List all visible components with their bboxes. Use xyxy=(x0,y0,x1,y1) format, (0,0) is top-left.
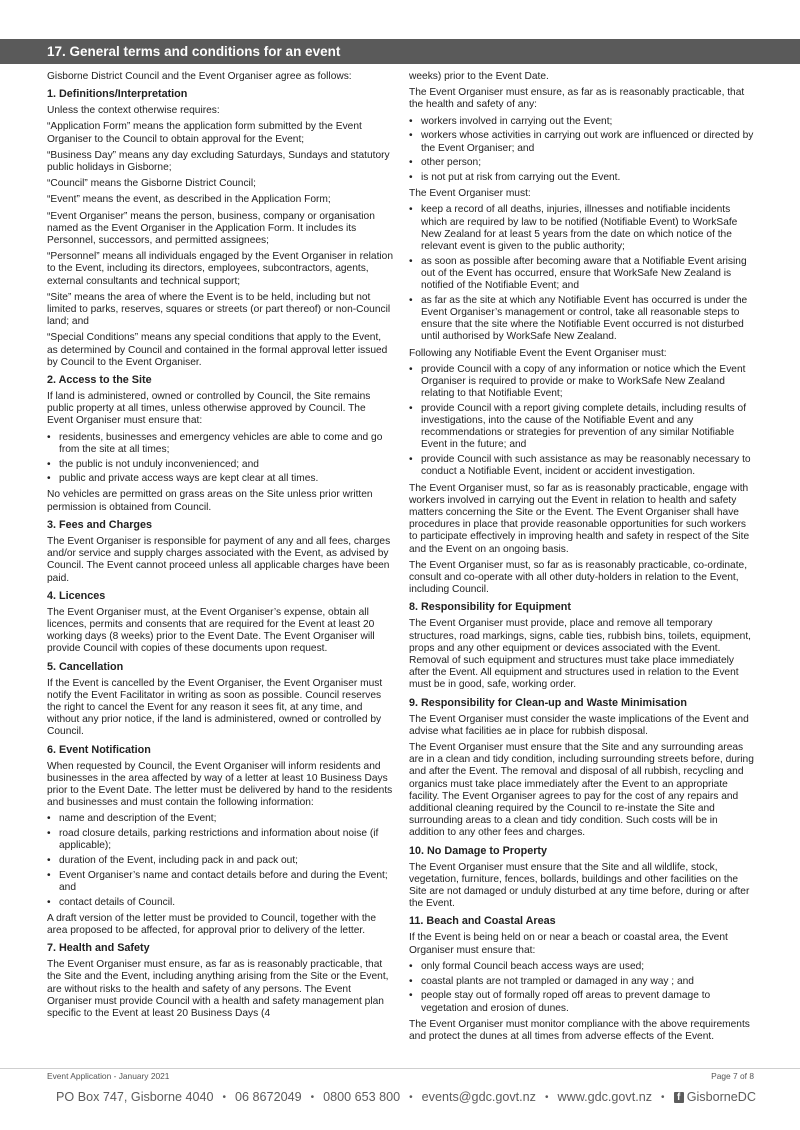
health-safety-list-3 xyxy=(409,364,756,479)
access-vehicles-text: No vehicles are permitted on grass areas on the Site unless prior written permission is obtained from Council. xyxy=(47,489,373,513)
equipment-text: The Event Organiser must provide, place and remove all temporary structures, road markings, signs, cable ties, rubbish bins, toilets, equipment, props and any other equipment or devices associated with the Event. Removal of such equipment and structures must take place immediately after the Event. All equipment and structures used in relation to the Event must be in good, safe, working order. xyxy=(409,618,752,691)
postal-address: PO Box 747, Gisborne 4040 xyxy=(56,1090,214,1104)
page-number: Page 7 of 8 xyxy=(711,1071,754,1081)
beach-text: If the Event is being held on or near a beach or coastal area, the Event Organiser must ensure that: xyxy=(409,932,728,956)
separator-dot: • xyxy=(310,1091,315,1103)
licences-text: The Event Organiser must, at the Event Organiser’s expense, obtain all licences, permits and consents that are required for the Event at least 20 working days (8 weeks) prior to the Event Date. The Event Organiser will provide Council with copies of these documents upon request. xyxy=(47,606,375,655)
no-damage-text: The Event Organiser must ensure that the Site and all wildlife, stock, vegetation, furniture, fences, bollards, buildings and other facilities on the Site are not damaged or unduly disturbed at any time before, during or after the Event. xyxy=(409,861,750,910)
definition-special-conditions: “Special Conditions” means any special conditions that apply to the Event, as determined by Council and contained in the formal approval letter issued by Council to the Event Organiser. xyxy=(47,332,388,368)
health-safety-list-2 xyxy=(409,204,756,343)
list-item: • workers involved in carrying out the Event; xyxy=(409,116,756,128)
heading-beach: 11. Beach and Coastal Areas xyxy=(409,915,556,928)
cleanup-text-1: The Event Organiser must consider the waste implications of the Event and advise what facilities ae in place for rubbish disposal. xyxy=(409,713,749,737)
list-item: • other person; xyxy=(409,157,756,169)
phone-number: 06 8672049 xyxy=(235,1090,302,1104)
list-item: • is not put at risk from carrying out the Event. xyxy=(409,172,756,184)
document-reference: Event Application - January 2021 xyxy=(47,1071,170,1081)
list-item: • residents, businesses and emergency vehicles are able to come and go from the site at all times; xyxy=(47,432,393,456)
definition-business-day: “Business Day” means any day excluding Saturdays, Sundays and statutory public holidays in Gisborne; xyxy=(47,149,390,174)
definition-application-form: “Application Form” means the application form submitted by the Event Organiser to the Council to obtain approval for the Event; xyxy=(47,121,362,145)
health-safety-list-1 xyxy=(409,116,756,185)
right-column xyxy=(409,71,756,1047)
intro-text: Gisborne District Council and the Event Organiser agree as follows: xyxy=(47,71,352,82)
definitions-lead: Unless the context otherwise requires: xyxy=(47,105,220,117)
website-link[interactable]: www.gdc.govt.nz xyxy=(557,1090,652,1104)
section-title: 17. General terms and conditions for an event xyxy=(47,44,341,59)
list-item: • name and description of the Event; xyxy=(47,813,393,825)
list-item: • duration of the Event, including pack in and pack out; xyxy=(47,855,393,867)
list-item: • as soon as possible after becoming aware that a Notifiable Event arising out of the Event has occurred, ensure that WorkSafe New Zealand is notified of the Notifiable Event; and xyxy=(409,256,756,293)
heading-cleanup: 9. Responsibility for Clean-up and Waste Minimisation xyxy=(409,696,687,709)
health-safety-must-text: The Event Organiser must: xyxy=(409,188,531,200)
list-item: • road closure details, parking restrictions and information about noise (if applicable); xyxy=(47,828,393,852)
coordinate-text: The Event Organiser must, so far as is reasonably practicable, co-ordinate, consult and co-operate with all other duty-holders in relation to the Event, including Council. xyxy=(409,559,748,596)
heading-definitions: 1. Definitions/Interpretation xyxy=(47,88,188,101)
heading-fees: 3. Fees and Charges xyxy=(47,518,153,531)
list-item: • the public is not unduly inconvenienced; and xyxy=(47,459,393,471)
health-safety-text: The Event Organiser must ensure, as far as is reasonably practicable, that the Site and the Event, including anything arising from the Site or the Event, are without risks to the health and safety of any persons. The Event Organiser must provide Council with a health and safety management plan specific to the Event at least 20 Business Days (4 xyxy=(47,959,389,1019)
heading-access: 2. Access to the Site xyxy=(47,374,152,387)
definition-personnel: “Personnel” means all individuals engaged by the Event Organiser in relation to the Event, including its directors, employees, subcontractors, agents, external consultants and technical support; xyxy=(47,251,394,287)
notifiable-event-text: Following any Notifiable Event the Event Organiser must: xyxy=(409,347,667,359)
heading-health-safety: 7. Health and Safety xyxy=(47,942,150,955)
separator-dot: • xyxy=(409,1091,413,1103)
access-list xyxy=(47,432,393,486)
health-safety-ensure-text: The Event Organiser must ensure, as far as is reasonably practicable, that the health and safety of any: xyxy=(409,87,745,111)
engage-workers-text: The Event Organiser must, so far as is reasonably practicable, engage with workers involved in carrying out the Event in relation to health and safety matters concerning the Site or the Event. The Event Organiser shall have procedures in place that provide reasonable opportunities for such workers to participate effectively in improving health and safety in respect of the Site and the Event on an ongoing basis. xyxy=(409,482,750,555)
heading-equipment: 8. Responsibility for Equipment xyxy=(409,601,571,614)
notification-draft-text: A draft version of the letter must be provided to Council, together with the area proposed to be affected, for approval prior to delivery of the letter. xyxy=(47,912,377,936)
separator-dot: • xyxy=(222,1091,227,1103)
list-item: • Event Organiser’s name and contact details before and during the Event; and xyxy=(47,870,393,894)
definition-council: “Council” means the Gisborne District Council; xyxy=(47,178,256,190)
list-item: • provide Council with such assistance as may be reasonably necessary to conduct a Notifiable Event, incident or accident investigation. xyxy=(409,454,756,478)
contact-bar xyxy=(56,1090,756,1104)
list-item: • provide Council with a copy of any information or notice which the Event Organiser is required to provide or make to WorkSafe New Zealand relating to that Notifiable Event; xyxy=(409,364,756,401)
list-item: • only formal Council beach access ways are used; xyxy=(409,961,756,973)
freephone-number: 0800 653 800 xyxy=(323,1090,401,1104)
footer-divider xyxy=(0,1068,800,1069)
notification-text: When requested by Council, the Event Organiser will inform residents and businesses in the area affected by way of a letter at least 10 Business Days prior to the Event Date. The letter must be delivered by hand to the residents and businesses and must contain the following information: xyxy=(47,760,393,809)
fees-text: The Event Organiser is responsible for payment of any and all fees, charges and/or service and supply charges associated with the Event, as advised by Council. The Event cannot proceed unless all applicable charges have been paid. xyxy=(47,535,391,584)
list-item: • people stay out of formally roped off areas to prevent damage to vegetation and erosion of dunes. xyxy=(409,990,756,1014)
definition-site: “Site” means the area of where the Event is to be held, including but not limited to parks, reserves, squares or streets (or part thereof) or non-Council land; and xyxy=(47,291,391,328)
list-item: • workers whose activities in carrying out work are influenced or directed by the Event Organiser; and xyxy=(409,130,756,154)
facebook-icon: f xyxy=(674,1092,684,1103)
definition-event: “Event” means the event, as described in the Application Form; xyxy=(47,194,331,206)
heading-cancellation: 5. Cancellation xyxy=(47,660,124,673)
list-item: • coastal plants are not trampled or damaged in any way ; and xyxy=(409,976,756,988)
cancellation-text: If the Event is cancelled by the Event Organiser, the Event Organiser must notify the Event Facilitator in writing as soon as possible. Council reserves the right to cancel the Event for any reason it sees fit, at any time, and without any prior notice, if the land is administered, owned or controlled by Council. xyxy=(47,677,383,738)
definition-event-organiser: “Event Organiser” means the person, business, company or organisation named as the Event Organiser in the Application Form. It includes its Personnel, successors, and permitted assignees; xyxy=(47,210,375,247)
list-item: • public and private access ways are kept clear at all times. xyxy=(47,473,393,485)
beach-list xyxy=(409,961,756,1015)
separator-dot: • xyxy=(544,1091,549,1103)
heading-notification: 6. Event Notification xyxy=(47,743,151,756)
list-item: • contact details of Council. xyxy=(47,897,393,909)
access-text: If land is administered, owned or controlled by Council, the Site remains public property at all times, unless otherwise approved by Council. The Event Organiser must ensure that: xyxy=(47,391,371,427)
section-title-banner xyxy=(0,39,800,64)
list-item: • provide Council with a report giving complete details, including results of investigations, into the cause of the Notifiable Event and any recommendations or strategies for prevention of any similar Notifiable Event in the future; and xyxy=(409,403,756,452)
beach-monitor-text: The Event Organiser must monitor compliance with the above requirements and protect the dunes at all times from adverse effects of the Event. xyxy=(409,1018,750,1042)
cleanup-text-2: The Event Organiser must ensure that the Site and any surrounding areas are in a clean and tidy condition, including surrounding streets before, during and after the Event. The removal and disposal of all rubbish, recycling and organics must take place immediately after the Event to an appropriate facility. The Event Organiser agrees to pay for the cost of any repairs and additional cleaning required by the Council to re-instate the Site and surrounding areas to a clean and tidy condition. Such costs will be in addition to any other fees and charges. xyxy=(409,742,754,839)
email-link[interactable]: events@gdc.govt.nz xyxy=(421,1090,536,1104)
left-column xyxy=(47,71,393,1024)
facebook-handle[interactable]: GisborneDC xyxy=(686,1090,756,1104)
heading-licences: 4. Licences xyxy=(47,589,106,602)
separator-dot: • xyxy=(661,1091,665,1103)
heading-no-damage: 10. No Damage to Property xyxy=(409,844,547,857)
health-safety-cont-text: weeks) prior to the Event Date. xyxy=(409,71,549,82)
list-item: • as far as the site at which any Notifiable Event has occurred is under the Event Organiser’s management or control, take all reasonable steps to ensure that the site where the Notifiable Event occurred is not disturbed until authorised by WorkSafe New Zealand. xyxy=(409,295,756,344)
notification-list xyxy=(47,813,393,908)
list-item: • keep a record of all deaths, injuries, illnesses and notifiable incidents which are required by law to be notified (Notifiable Event) to WorkSafe New Zealand for at least 5 years from the date on which notice of the relevant event is given to the public authority; xyxy=(409,204,756,253)
